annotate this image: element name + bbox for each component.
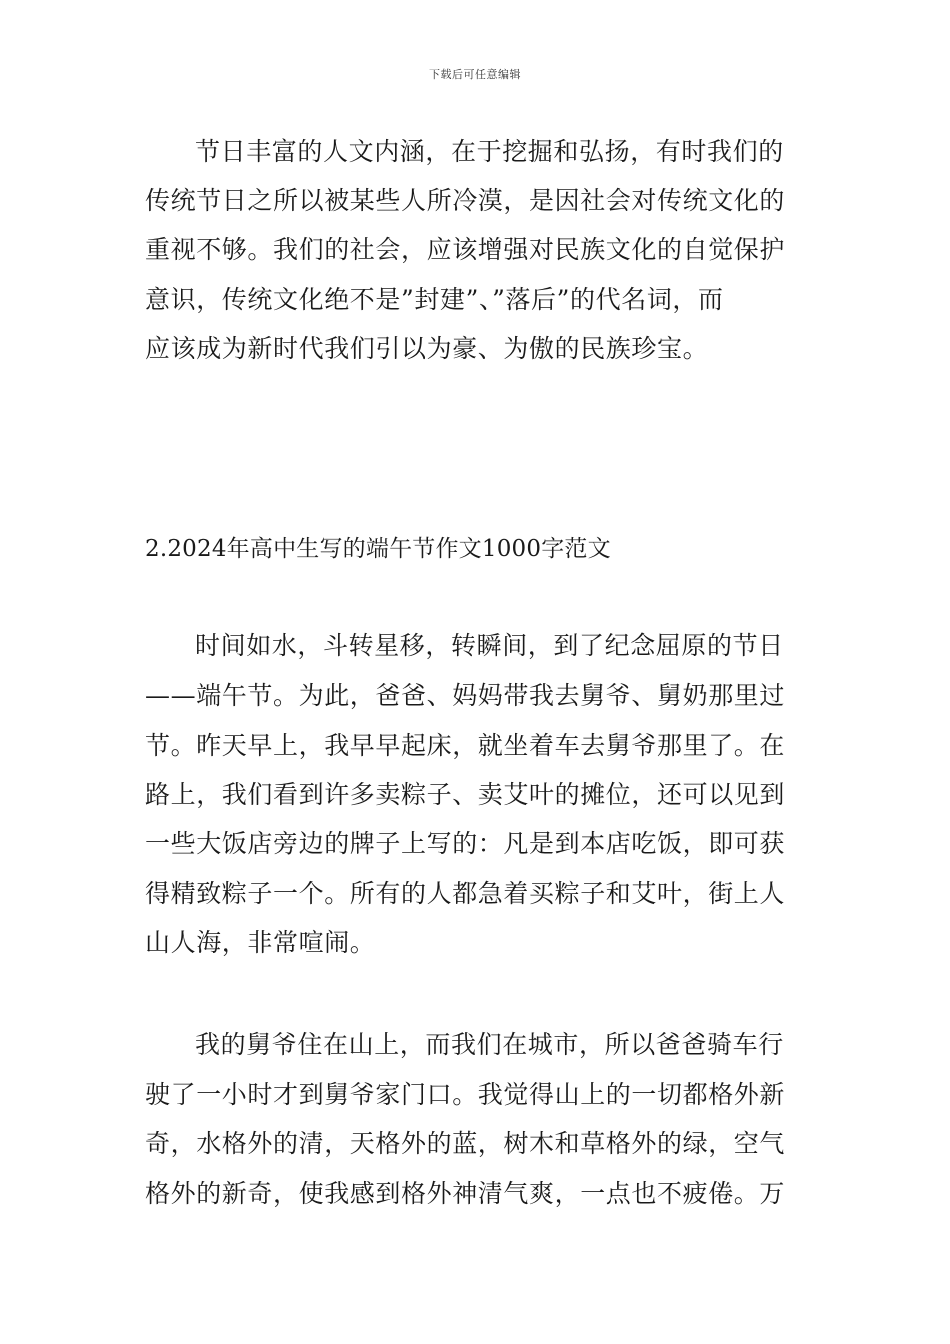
paragraph-3-line-3: 奇，水格外的清，天格外的蓝，树木和草格外的绿，空气 bbox=[145, 1129, 786, 1158]
paragraph-2-line-7: 山人海，非常喧闹。 bbox=[145, 928, 376, 957]
paragraph-3-line-2: 驶了一小时才到舅爷家门口。我觉得山上的一切都格外新 bbox=[145, 1080, 786, 1109]
paragraph-2-line-4: 路上，我们看到许多卖粽子、卖艾叶的摊位，还可以见到 bbox=[145, 780, 786, 809]
paragraph-2-line-3: 节。昨天早上，我早早起床，就坐着车去舅爷那里了。在 bbox=[145, 731, 786, 760]
paragraph-2-line-2: ——端午节。为此，爸爸、妈妈带我去舅爷、舅奶那里过 bbox=[145, 681, 786, 710]
paragraph-2-line-6: 得精致粽子一个。所有的人都急着买粽子和艾叶，街上人 bbox=[145, 879, 786, 908]
section-heading: 2.2024年高中生写的端午节作文1000字范文 bbox=[145, 536, 611, 562]
paragraph-1-line-3: 重视不够。我们的社会，应该增强对民族文化的自觉保护 bbox=[145, 235, 786, 264]
paragraph-1-line-1: 节日丰富的人文内涵，在于挖掘和弘扬，有时我们的 bbox=[195, 137, 784, 166]
paragraph-1-line-2: 传统节日之所以被某些人所冷漠，是因社会对传统文化的 bbox=[145, 186, 786, 215]
paragraph-2-line-1: 时间如水，斗转星移，转瞬间，到了纪念屈原的节日 bbox=[195, 631, 784, 660]
paragraph-1-line-5: 应该成为新时代我们引以为豪、为傲的民族珍宝。 bbox=[145, 334, 709, 363]
paragraph-2-line-5: 一些大饭店旁边的牌子上写的：凡是到本店吃饭，即可获 bbox=[145, 829, 786, 858]
page-header: 下载后可任意编辑 bbox=[429, 68, 521, 81]
paragraph-3-line-1: 我的舅爷住在山上，而我们在城市，所以爸爸骑车行 bbox=[195, 1030, 784, 1059]
paragraph-1-line-4: 意识，传统文化绝不是”封建”、”落后”的代名词，而 bbox=[145, 285, 724, 314]
paragraph-3-line-4: 格外的新奇，使我感到格外神清气爽，一点也不疲倦。万 bbox=[145, 1179, 786, 1208]
